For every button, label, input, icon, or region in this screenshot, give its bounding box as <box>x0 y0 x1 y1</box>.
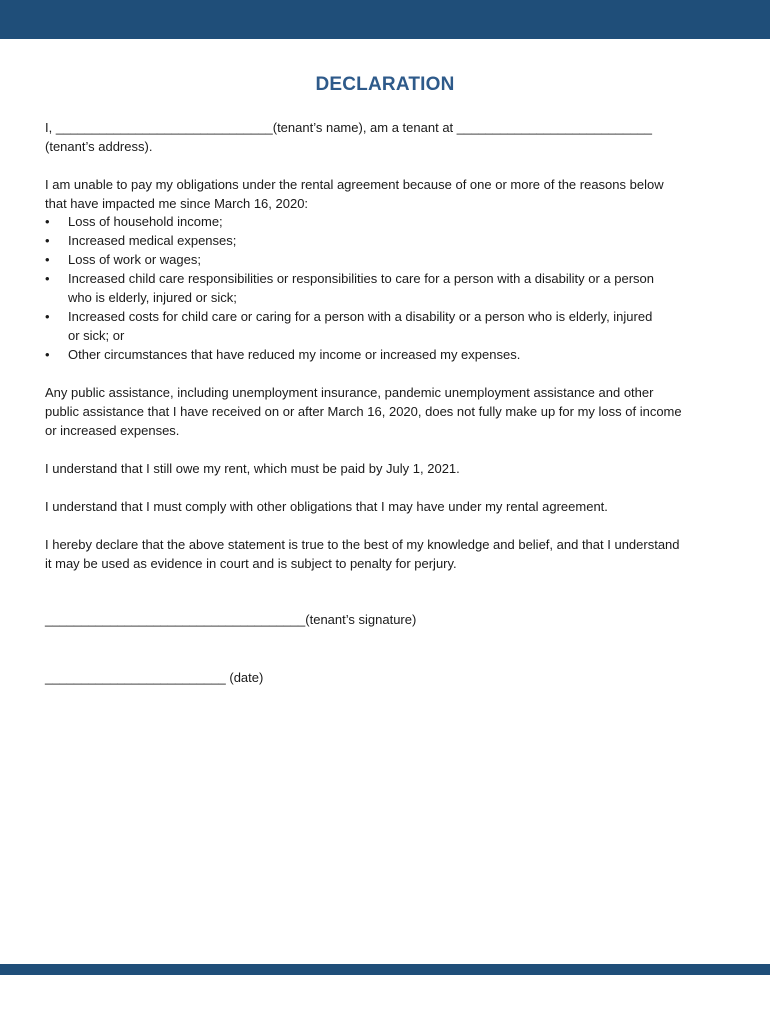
list-item <box>45 212 735 231</box>
list-item <box>45 307 735 345</box>
assistance-line-1: Any public assistance, including unemployment insurance, pandemic unemployment assistance and other <box>45 385 654 400</box>
bullet-icon: • <box>45 347 50 362</box>
reasons-list <box>45 212 735 364</box>
header-bar <box>0 0 770 39</box>
assistance-line-2: public assistance that I have received on or after March 16, 2020, does not fully make up for my loss of income <box>45 404 682 419</box>
tenant-address-label: (tenant’s address). <box>45 139 153 154</box>
declaration-line-1: I hereby declare that the above statement is true to the best of my knowledge and belief, and that I understand <box>45 537 680 552</box>
signature-field[interactable] <box>45 610 735 629</box>
date-field[interactable] <box>45 668 735 687</box>
bullet-icon: • <box>45 309 50 324</box>
list-item <box>45 231 735 250</box>
reason-text: Loss of household income; <box>68 214 223 229</box>
date-line[interactable]: _________________________ (date) <box>45 670 264 685</box>
list-item <box>45 345 735 364</box>
bullet-icon: • <box>45 233 50 248</box>
reason-text: Increased child care responsibilities or responsibilities to care for a person with a disability or a person <box>68 271 655 286</box>
reason-text-continued: or sick; or <box>68 328 125 343</box>
declaration-statement-paragraph <box>45 535 735 573</box>
rent-owed-paragraph <box>45 459 735 478</box>
reason-text: Increased medical expenses; <box>68 233 237 248</box>
reason-text-continued: who is elderly, injured or sick; <box>68 290 237 305</box>
bullet-icon: • <box>45 271 50 286</box>
obligations-line-1: I am unable to pay my obligations under the rental agreement because of one or more of the reasons below <box>45 177 664 192</box>
assistance-line-3: or increased expenses. <box>45 423 180 438</box>
declaration-line-2: it may be used as evidence in court and is subject to penalty for perjury. <box>45 556 457 571</box>
reason-text: Loss of work or wages; <box>68 252 201 267</box>
document-title: DECLARATION <box>315 74 455 95</box>
tenant-name-address-line: I, ______________________________(tenant’s name), am a tenant at ___________________________ <box>45 120 652 135</box>
public-assistance-paragraph <box>45 383 735 440</box>
bullet-icon: • <box>45 252 50 267</box>
comply-line: I understand that I must comply with other obligations that I may have under my rental agreement. <box>45 499 608 514</box>
obligations-paragraph <box>45 175 735 213</box>
tenant-info-paragraph <box>45 118 735 156</box>
reason-text: Other circumstances that have reduced my income or increased my expenses. <box>68 347 521 362</box>
obligations-line-2: that have impacted me since March 16, 2020: <box>45 196 309 211</box>
list-item <box>45 250 735 269</box>
comply-obligations-paragraph <box>45 497 735 516</box>
reason-text: Increased costs for child care or caring for a person with a disability or a person who is elderly, injured <box>68 309 653 324</box>
rent-owed-line: I understand that I still owe my rent, which must be paid by July 1, 2021. <box>45 461 460 476</box>
bullet-icon: • <box>45 214 50 229</box>
list-item <box>45 269 735 307</box>
footer-bar <box>0 964 770 975</box>
signature-line[interactable]: ____________________________________(tenant’s signature) <box>45 612 417 627</box>
